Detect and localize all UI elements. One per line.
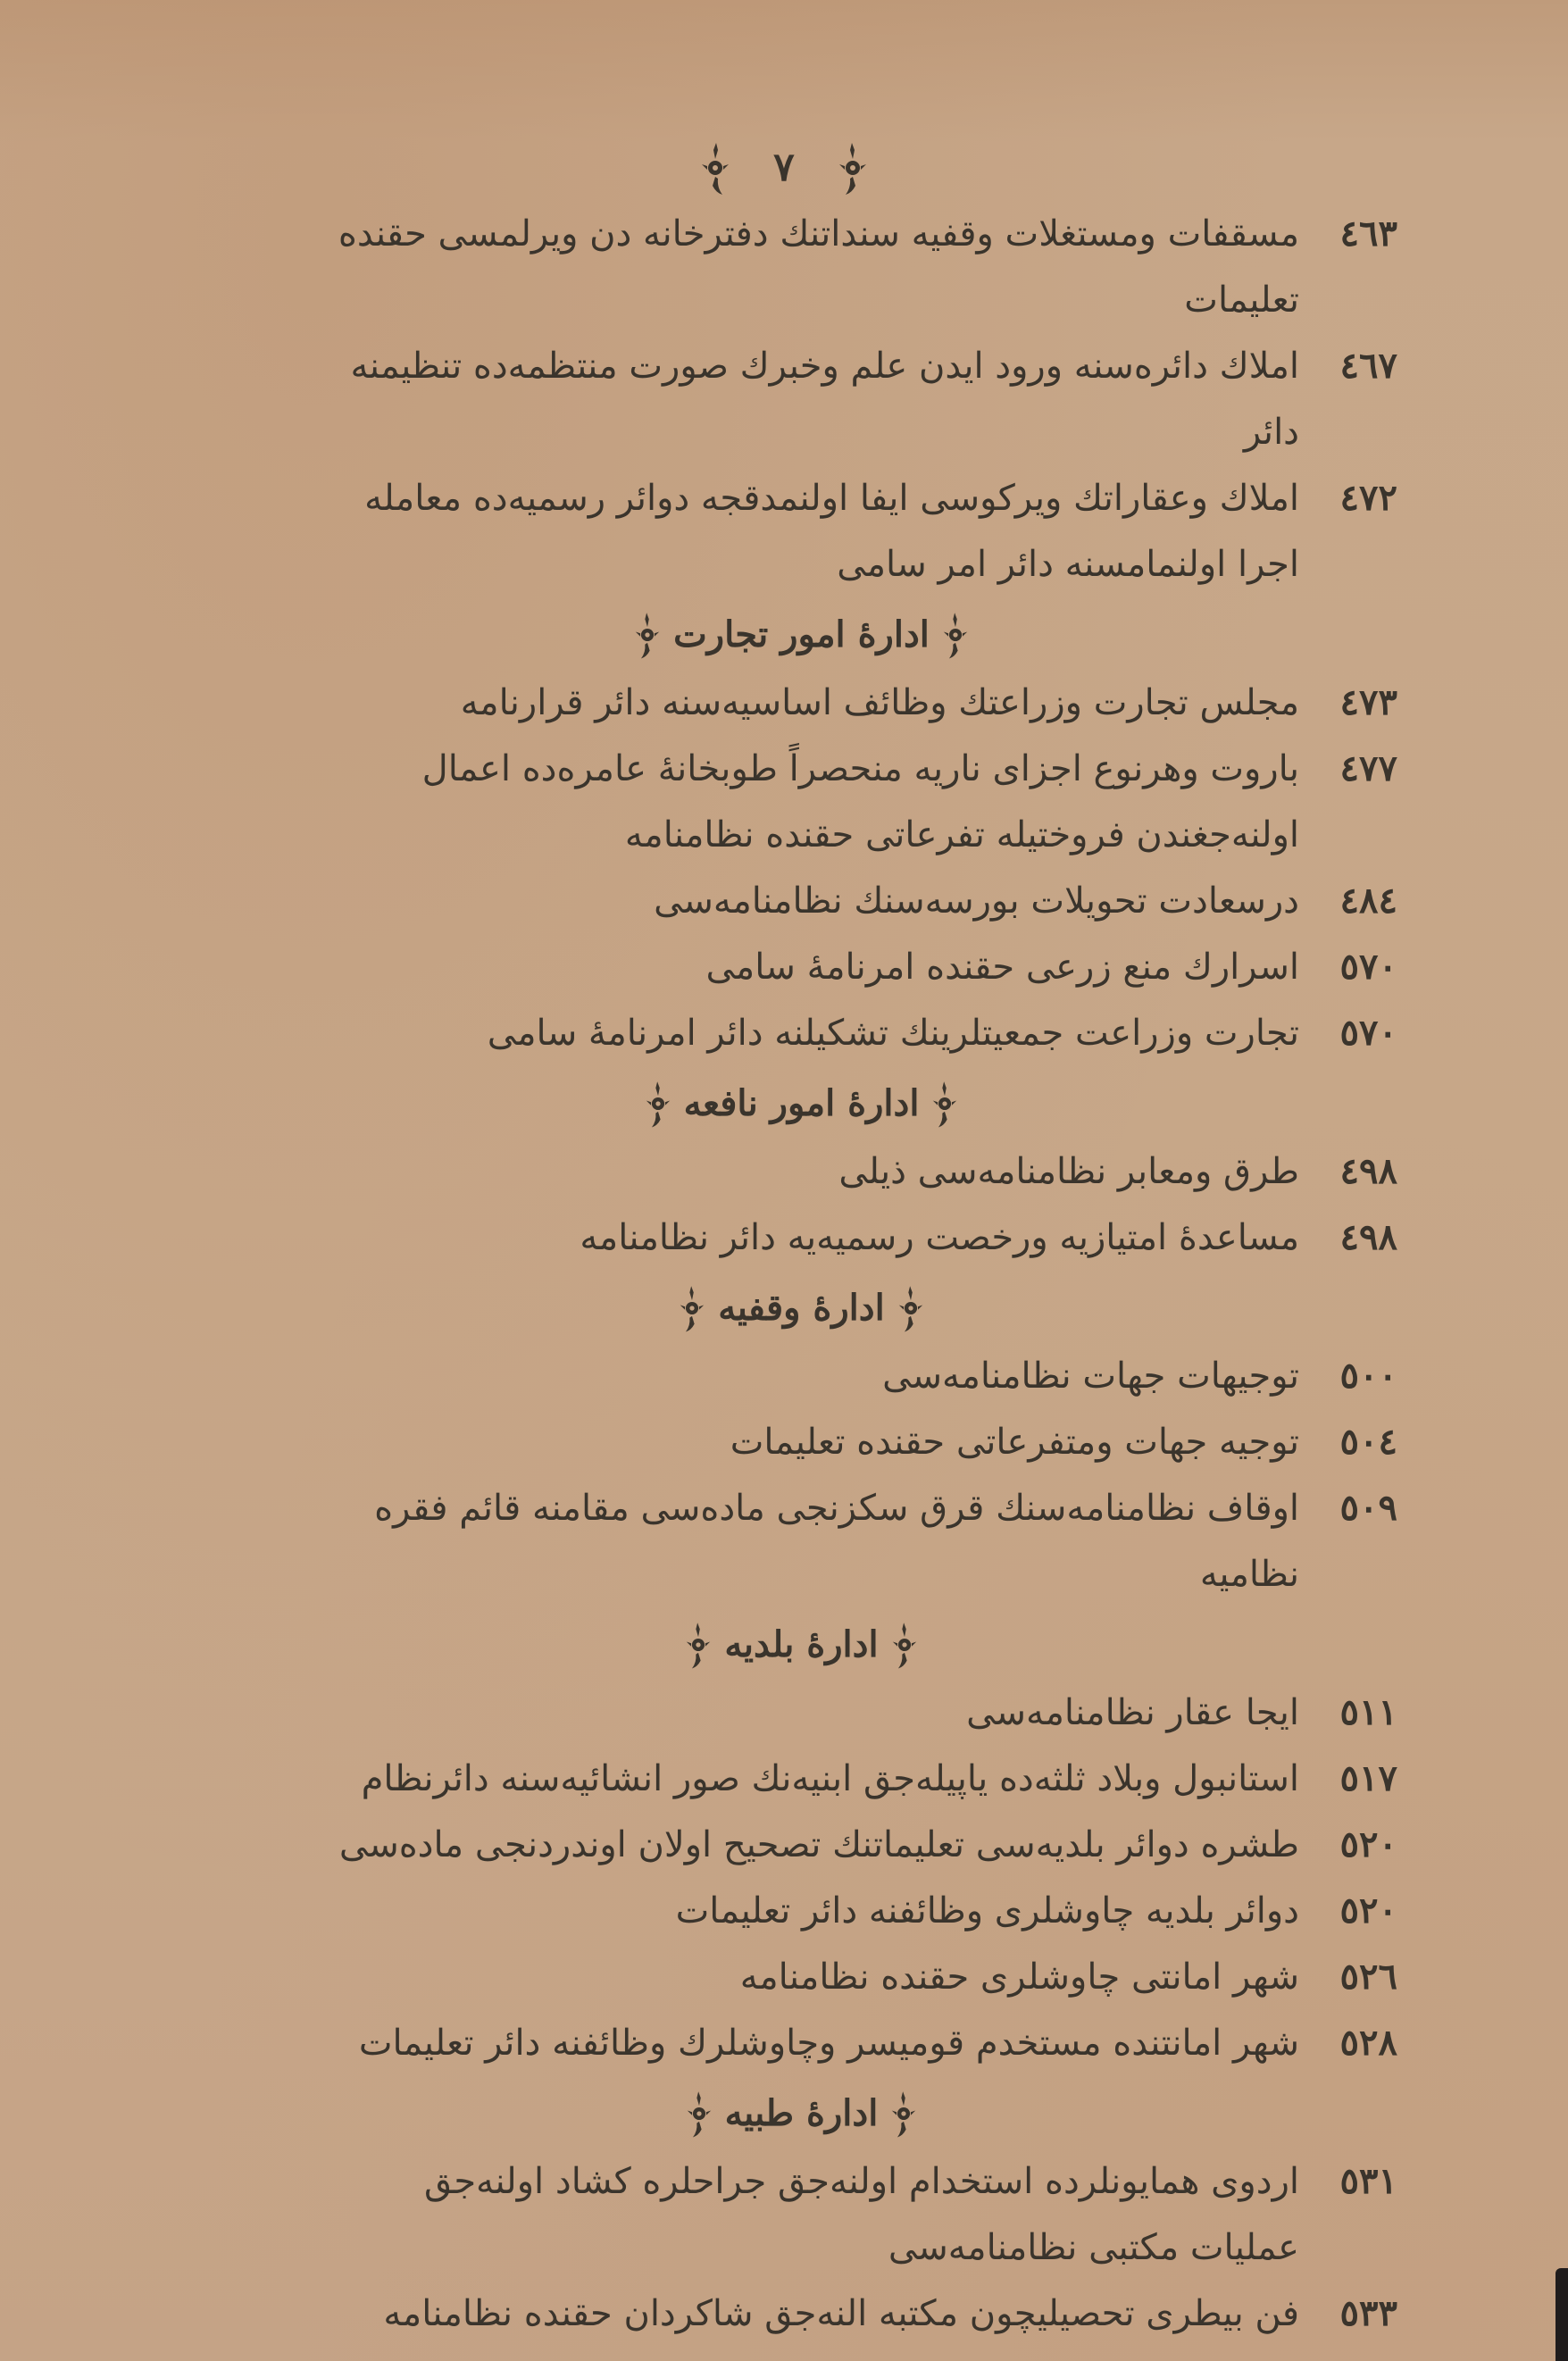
- entry-title: [330, 201, 1299, 333]
- entry-title-line: تجارت وزراعت جمعیتلرینك تشكیلنه دائر امرنامهٔ سامی: [487, 1013, 1299, 1054]
- entry-title: [330, 465, 1299, 597]
- section-heading-label: اداره‌ٔ امور نافعه: [683, 1082, 920, 1124]
- entry-title-line: باروت وهرنوع اجزای ناریه منحصراً طوبخانهٔ عامره‌ده اعمال: [421, 748, 1299, 789]
- entry-title-line: توجیه جهات ومتفرعاتی حقنده تعلیمات: [730, 1422, 1299, 1463]
- entry-page-number: ٥٢٠: [1339, 1823, 1397, 1865]
- section-heading-label: اداره‌ٔ طبیه: [724, 2092, 879, 2134]
- entry-title: [330, 1475, 1299, 1607]
- entry-title: [330, 1944, 1299, 2010]
- index-entry: [330, 1878, 1397, 1944]
- entry-title-line: ایجا عقار نظامنامه‌سی: [966, 1692, 1299, 1733]
- section-heading: [330, 1607, 1272, 1680]
- entry-title: [330, 1878, 1299, 1944]
- entry-title: [330, 333, 1299, 465]
- rosette-ornament-icon: [942, 609, 969, 661]
- entry-title: [330, 2010, 1299, 2076]
- entry-title-line: طشره دوائر بلدیه‌سی تعلیماتنك تصحیح اولان اوندردنجی ماده‌سی: [338, 1824, 1299, 1865]
- entry-page-number: ٥١٧: [1339, 1757, 1397, 1799]
- index-entry: [330, 1205, 1397, 1271]
- entry-title: [330, 2281, 1299, 2347]
- section-heading: [330, 1271, 1272, 1343]
- page-number: ٧: [773, 144, 795, 190]
- index-entry: [330, 2148, 1397, 2281]
- entry-page-number: ٥٢٦: [1339, 1956, 1397, 1998]
- index-entry: [330, 333, 1397, 465]
- entry-title-line: دوائر بلدیه چاوشلری وظائفنه دائر تعلیمات: [675, 1890, 1299, 1931]
- index-entry: [330, 670, 1397, 736]
- rosette-ornament-icon: [685, 1619, 712, 1671]
- entry-title-line: اوقاف نظامنامه‌سنك قرق سكزنجی ماده‌سی مقامنه قائم فقره نظامیه: [374, 1488, 1299, 1595]
- entry-title: [330, 1812, 1299, 1878]
- index-entry: [330, 465, 1397, 597]
- entry-page-number: ٥٧٠: [1339, 946, 1397, 988]
- index-entry: [330, 201, 1397, 333]
- section-heading: [330, 597, 1272, 670]
- entry-title-line: طرق ومعابر نظامنامه‌سی ذیلی: [838, 1151, 1299, 1192]
- entry-title-line: مسقفات ومستغلات وقفیه سنداتنك دفترخانه دن ویرلمسی حقنده تعلیمات: [338, 213, 1299, 321]
- entry-title-line: اردوی همایونلرده استخدام اولنه‌جق جراحلره كشاد اولنه‌جق: [423, 2161, 1299, 2202]
- index-entry: [330, 934, 1397, 1000]
- entry-page-number: ٤٩٨: [1339, 1150, 1397, 1192]
- section-heading-label: اداره‌ٔ بلدیه: [724, 1623, 879, 1665]
- entry-title: [330, 1000, 1299, 1066]
- rosette-ornament-icon: [890, 2088, 917, 2140]
- entry-page-number: ٥٣١: [1339, 2160, 1397, 2202]
- entry-title: [330, 868, 1299, 934]
- index-entry: [330, 1139, 1397, 1205]
- index-entry: [330, 1680, 1397, 1746]
- index-entry: [330, 1409, 1397, 1475]
- entry-title: [330, 934, 1299, 1000]
- entry-title-line: اولنه‌جغندن فروختیله تفرعاتی حقنده نظامنامه: [624, 814, 1299, 855]
- entry-title-line: شهر امانتنده مستخدم قومیسر وچاوشلرك وظائفنه دائر تعلیمات: [358, 2023, 1299, 2064]
- entry-title-line: املاك دائره‌سنه ورود ایدن علم وخبرك صورت منتظمه‌ده تنظیمنه دائر: [350, 346, 1299, 453]
- index-entry: [330, 736, 1397, 868]
- rosette-ornament-icon: [838, 139, 868, 196]
- entry-title-line: اسرارك منع زرعی حقنده امرنامهٔ سامی: [705, 947, 1299, 988]
- rosette-ornament-icon: [700, 139, 730, 196]
- entry-page-number: ٥٣٣: [1339, 2292, 1397, 2334]
- entry-title-line: مساعدهٔ امتیازیه ورخصت رسمیه‌یه دائر نظامنامه: [580, 1217, 1299, 1258]
- index-entry: [330, 1475, 1397, 1607]
- entry-title: [330, 1139, 1299, 1205]
- entry-page-number: ٤٨٤: [1339, 880, 1397, 922]
- section-heading-label: اداره‌ٔ امور تجارت: [673, 613, 930, 655]
- entry-title-line: شهر امانتی چاوشلری حقنده نظامنامه: [739, 1956, 1299, 1998]
- entry-title-line: درسعادت تحویلات بورسه‌سنك نظامنامه‌سی: [654, 880, 1299, 922]
- entry-title-line: استانبول وبلاد ثلثه‌ده یاپیله‌جق ابنیه‌نك صور انشائیه‌سنه دائرنظام: [361, 1758, 1299, 1799]
- entry-title-line: املاك وعقاراتك ویركوسی ایفا اولنمدقجه دوائر رسمیه‌ده معامله: [364, 478, 1299, 519]
- entry-page-number: ٤٧٢: [1339, 477, 1397, 519]
- entry-title-line: فن بیطری تحصیلیچون مكتبه النه‌جق شاكردان حقنده نظامنامه: [383, 2293, 1299, 2334]
- index-entry: [330, 2281, 1397, 2347]
- section-heading: [330, 2076, 1272, 2148]
- entry-title-line: عملیات مكتبی نظامنامه‌سی: [888, 2227, 1299, 2268]
- entry-title-line: اجرا اولنمامسنه دائر امر سامی: [837, 544, 1299, 585]
- index-entry: [330, 1812, 1397, 1878]
- entry-title: [330, 1409, 1299, 1475]
- entry-page-number: ٤٦٣: [1339, 213, 1397, 254]
- entry-title-line: مجلس تجارت وزراعتك وظائف اساسیه‌سنه دائر قرارنامه: [460, 682, 1299, 723]
- entry-page-number: ٤٦٧: [1339, 345, 1397, 387]
- index-entry: [330, 868, 1397, 934]
- index-list: [330, 201, 1397, 2347]
- entry-title: [330, 1680, 1299, 1746]
- entry-title: [330, 2148, 1299, 2281]
- rosette-ornament-icon: [634, 609, 661, 661]
- entry-title: [330, 1205, 1299, 1271]
- entry-title-line: توجیهات جهات نظامنامه‌سی: [882, 1356, 1299, 1397]
- rosette-ornament-icon: [679, 1282, 705, 1334]
- entry-title: [330, 670, 1299, 736]
- rosette-ornament-icon: [686, 2088, 713, 2140]
- section-heading-label: اداره‌ٔ وقفیه: [718, 1287, 885, 1329]
- entry-page-number: ٥٢٨: [1339, 2022, 1397, 2064]
- entry-page-number: ٥٢٠: [1339, 1890, 1397, 1931]
- rosette-ornament-icon: [931, 1078, 958, 1130]
- entry-page-number: ٥٧٠: [1339, 1012, 1397, 1054]
- section-heading: [330, 1066, 1272, 1139]
- index-entry: [330, 2010, 1397, 2076]
- entry-title: [330, 1746, 1299, 1812]
- entry-page-number: ٤٧٧: [1339, 747, 1397, 789]
- entry-page-number: ٤٩٨: [1339, 1216, 1397, 1258]
- rosette-ornament-icon: [891, 1619, 918, 1671]
- entry-page-number: ٥٠٩: [1339, 1487, 1397, 1529]
- entry-page-number: ٥١١: [1339, 1691, 1397, 1733]
- rosette-ornament-icon: [645, 1078, 671, 1130]
- entry-title: [330, 736, 1299, 868]
- scan-edge-artifact: [1555, 2268, 1568, 2361]
- entry-title: [330, 1343, 1299, 1409]
- page-header: [0, 134, 1568, 199]
- entry-page-number: ٥٠٤: [1339, 1421, 1397, 1463]
- index-entry: [330, 1944, 1397, 2010]
- entry-page-number: ٥٠٠: [1339, 1355, 1397, 1397]
- index-entry: [330, 1000, 1397, 1066]
- rosette-ornament-icon: [897, 1282, 924, 1334]
- index-entry: [330, 1343, 1397, 1409]
- entry-page-number: ٤٧٣: [1339, 681, 1397, 723]
- index-entry: [330, 1746, 1397, 1812]
